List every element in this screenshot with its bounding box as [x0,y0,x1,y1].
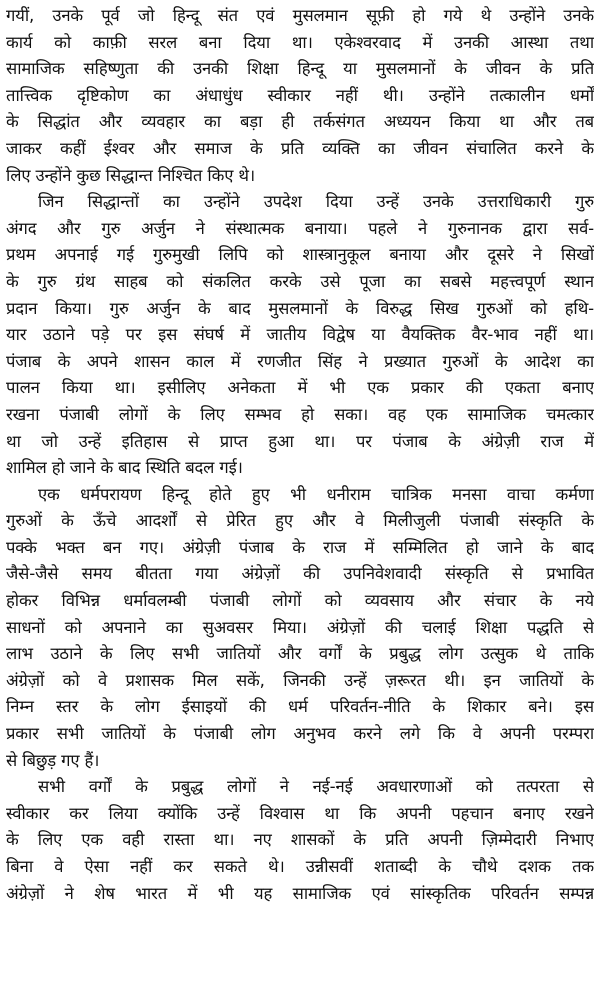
text-line: होकर विभिन्न धर्मावलम्बी पंजाबी लोगों को व्यवसाय और संचार के नये [6,591,594,611]
text-line: पालन किया था। इसीलिए अनेकता में भी एक प्रकार की एकता बनाए [6,378,594,398]
text-line: पंजाब के अपने शासन काल में रणजीत सिंह ने प्रख्यात गुरुओं के आदेश का [6,351,594,371]
text-line: के सिद्धांत और व्यवहार का बड़ा ही तर्कसंगत अध्ययन किया था और तब [6,112,594,132]
text-line: जाकर कहीं ईश्वर और समाज के प्रति व्यक्ति का जीवन संचालित करने के [6,138,594,158]
text-line: प्रदान किया। गुरु अर्जुन के बाद मुसलमानों के विरुद्ध सिख गुरुओं को हथि- [6,298,594,318]
paragraph-2 [6,189,594,482]
text-line: बिना वे ऐसा नहीं कर सकते थे। उन्नीसवीं शताब्दी के चौथे दशक तक [6,857,594,876]
text-line: से बिछुड़ गए हैं। [6,750,100,770]
text-line: प्रथम अपनाई गई गुरुमुखी लिपि को शास्त्रानुकूल बनाया और दूसरे ने सिखों [6,245,594,265]
paragraph-3 [6,482,594,775]
text-line: अंग्रेज़ों ने शेष भारत में भी यह सामाजिक एवं सांस्कृतिक परिवर्तन सम्पन्न [6,883,594,903]
text-line: तात्त्विक दृष्टिकोण का अंधाधुंध स्वीकार नहीं थी। उन्होंने तत्कालीन धर्मों [6,85,594,105]
text-line: प्रकार सभी जातियों के पंजाबी लोग अनुभव करने लगे कि वे अपनी परम्परा [6,724,594,744]
text-line: एक धर्मपरायण हिन्दू होते हुए भी धनीराम चात्रिक मनसा वाचा कर्मणा [38,484,594,504]
paragraph-1 [6,3,594,189]
text-line: के गुरु ग्रंथ साहब को संकलित करके उसे पूजा का सबसे महत्त्वपूर्ण स्थान [6,271,594,291]
text-line: जैसे-जैसे समय बीतता गया अंग्रेज़ों की उपनिवेशवादी संस्कृति से प्रभावित [6,564,594,584]
text-line: निम्न स्तर के लोग ईसाइयों की धर्म परिवर्तन-नीति के शिकार बने। इस [6,697,594,717]
text-line: कार्य को काफ़ी सरल बना दिया था। एकेश्वरवाद में उनकी आस्था तथा [6,32,594,52]
text-line: पक्के भक्त बन गए। अंग्रेज़ी पंजाब के राज में सम्मिलित हो जाने के बाद [6,537,594,557]
text-line: साधनों को अपनाने का सुअवसर मिया। अंग्रेज़ों की चलाई शिक्षा पद्धति से [6,617,594,637]
text-line: अंगद और गुरु अर्जुन ने संस्थात्मक बनाया। पहले ने गुरुनानक द्वारा सर्व- [6,218,594,238]
text-line: स्वीकार कर लिया क्योंकि उन्हें विश्वास था कि अपनी पहचान बनाए रखने [6,803,594,823]
text-line: जिन सिद्धान्तों का उन्होंने उपदेश दिया उन्हें उनके उत्तराधिकारी गुरु [38,192,594,212]
text-line: था जो उन्हें इतिहास से प्राप्त हुआ था। पर पंजाब के अंग्रेज़ी राज में [6,431,594,451]
text-line: गयीं, उनके पूर्व जो हिन्दू संत एवं मुसलमान सूफ़ी हो गये थे उन्होंने उनके [6,6,594,25]
text-line: रखना पंजाबी लोगों के लिए सम्भव हो सका। वह एक सामाजिक चमत्कार [6,404,594,424]
text-line: सामाजिक सहिष्णुता की उनकी शिक्षा हिन्दू या मुसलमानों के जीवन के प्रति [6,59,594,79]
text-line: गुरुओं के ऊँचे आदर्शों से प्रेरित हुए और वे मिलीजुली पंजाबी संस्कृति के [6,511,594,531]
text-line: लिए उन्होंने कुछ सिद्धान्त निश्चित किए थे। [6,165,255,185]
paragraph-4 [6,774,594,907]
text-line: अंग्रेज़ों को वे प्रशासक मिल सकें, जिनकी उन्हें ज़रूरत थी। इन जातियों के [6,670,594,690]
text-line: यार उठाने पड़े पर इस संघर्ष में जातीय विद्वेष या वैयक्तिक वैर-भाव नहीं था। [6,325,594,345]
text-line: के लिए एक वही रास्ता था। नए शासकों के प्रति अपनी ज़िम्मेदारी निभाए [6,830,594,850]
text-line: लाभ उठाने के लिए सभी जातियों और वर्गों के प्रबुद्ध लोग उत्सुक थे ताकि [6,644,594,664]
text-line: शामिल हो जाने के बाद स्थिति बदल गई। [6,458,243,478]
text-line: सभी वर्गों के प्रबुद्ध लोगों ने नई-नई अवधारणाओं को तत्परता से [38,777,594,797]
